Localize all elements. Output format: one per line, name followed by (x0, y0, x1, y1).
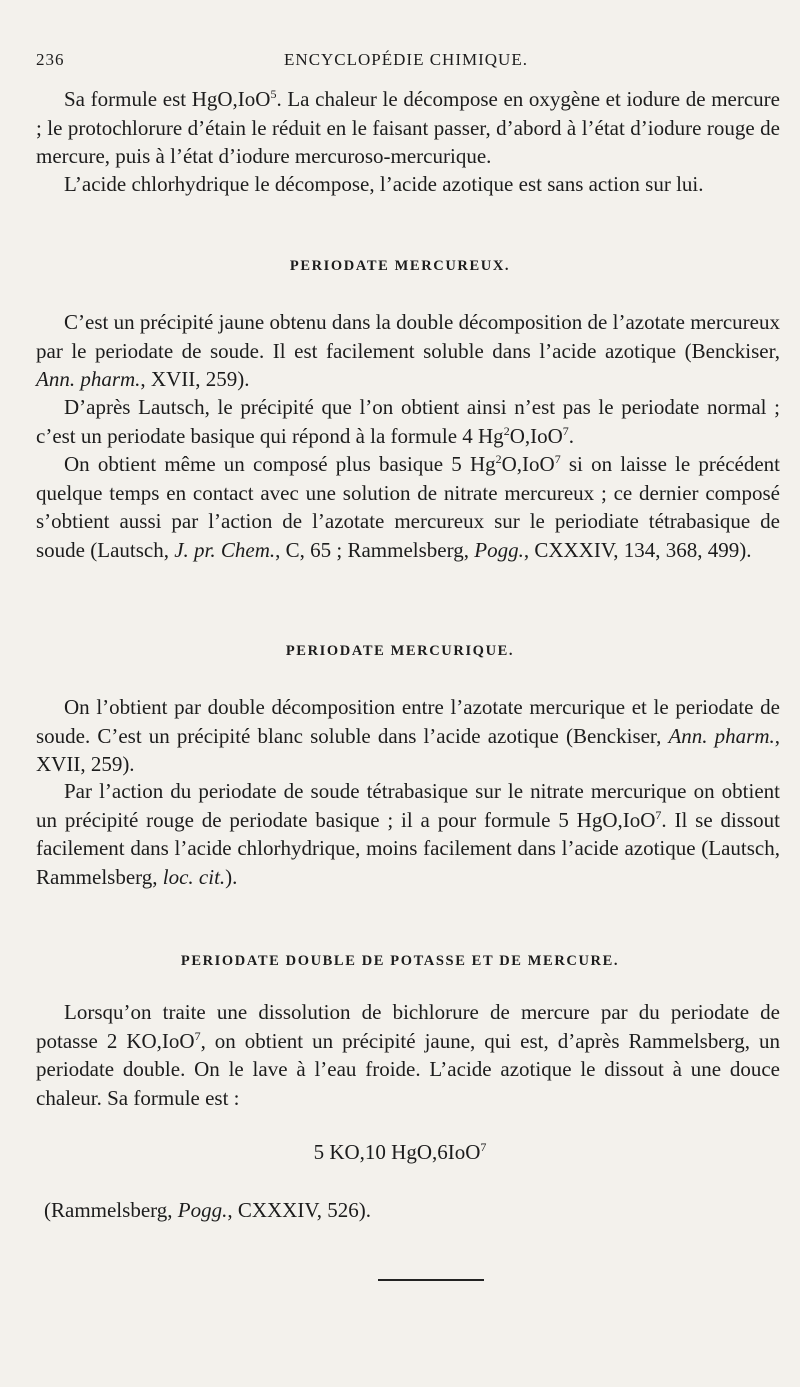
double-paragraph-1: Lorsqu’on traite une dissolution de bichlorure de mercure par du periodate de potasse 2 KO,IoO$^7$, on obtient un précipité jaune, qui est, d’après Rammelsberg, un periodate double. On le lave à l’eau froide. L’acide azotique le dissout à une douce chaleur. Sa formule est : (36, 1000, 781, 1110)
mercureux-paragraph-1: C’est un précipité jaune obtenu dans la double décomposition de l’azotate mercureux par le periodate de soude. Il est facilement soluble dans l’acide azotique (Benckiser, Ann. pharm., XVII, 259). (36, 310, 780, 391)
page-header (36, 48, 776, 74)
mercurique-paragraph-1: On l’obtient par double décomposition entre l’azotate mercurique et le periodate de soude. C’est un précipité blanc soluble dans l’acide azotique (Benckiser, Ann. pharm., XVII, 259). (36, 695, 781, 776)
intro-paragraph-2: L’acide chlorhydrique le décompose, l’acide azotique est sans action sur lui. (64, 172, 704, 196)
section-heading-mercurique: PERIODATE MERCURIQUE. (285, 643, 515, 659)
mercureux-paragraph-2: D’après Lautsch, le précipité que l’on obtient ainsi n’est pas le periodate normal ; c’est un periodate basique qui répond à la formule 4 Hg$^2$O,IoO$^7$. (36, 395, 780, 448)
section-heading-mercureux: PERIODATE MERCUREUX. (289, 258, 511, 274)
chemical-formula: 5 KO,10 HgO,6IoO$^7$ (313, 1140, 487, 1164)
end-rule (378, 1279, 484, 1281)
running-title: ENCYCLOPÉDIE CHIMIQUE. (284, 50, 528, 69)
section-heading-double: PERIODATE DOUBLE DE POTASSE ET DE MERCURE. (180, 953, 620, 969)
page-number: 236 (36, 50, 65, 69)
citation: (Rammelsberg, Pogg., CXXXIV, 526). (44, 1198, 372, 1222)
mercurique-paragraph-2: Par l’action du periodate de soude tétrabasique sur le nitrate mercurique on obtient un précipité rouge de periodate basique ; il a pour formule 5 HgO,IoO$^7$. Il se dissout facilement dans l’acide chlorhydrique, moins facilement dans l’acide azotique (Lautsch, Rammelsberg, loc. cit.). (36, 779, 780, 889)
mercureux-paragraph-3: On obtient même un composé plus basique 5 Hg$^2$O,IoO$^7$ si on laisse le précédent quelque temps en contact avec une solution de nitrate mercureux ; ce dernier composé s’obtient aussi par l’action de l’azotate mercureux sur le periodiate tétrabasique de soude (Lautsch, J. pr. Chem., C, 65 ; Rammelsberg, Pogg., CXXXIV, 134, 368, 499). (36, 452, 780, 562)
intro-paragraph-1: Sa formule est HgO,IoO$^5$. La chaleur le décompose en oxygène et iodure de mercure ; le protochlorure d’étain le réduit en le faisant passer, d’abord à l’état d’iodure rouge de mercure, puis à l’état d’iodure mercuroso-mercurique. (36, 87, 780, 168)
